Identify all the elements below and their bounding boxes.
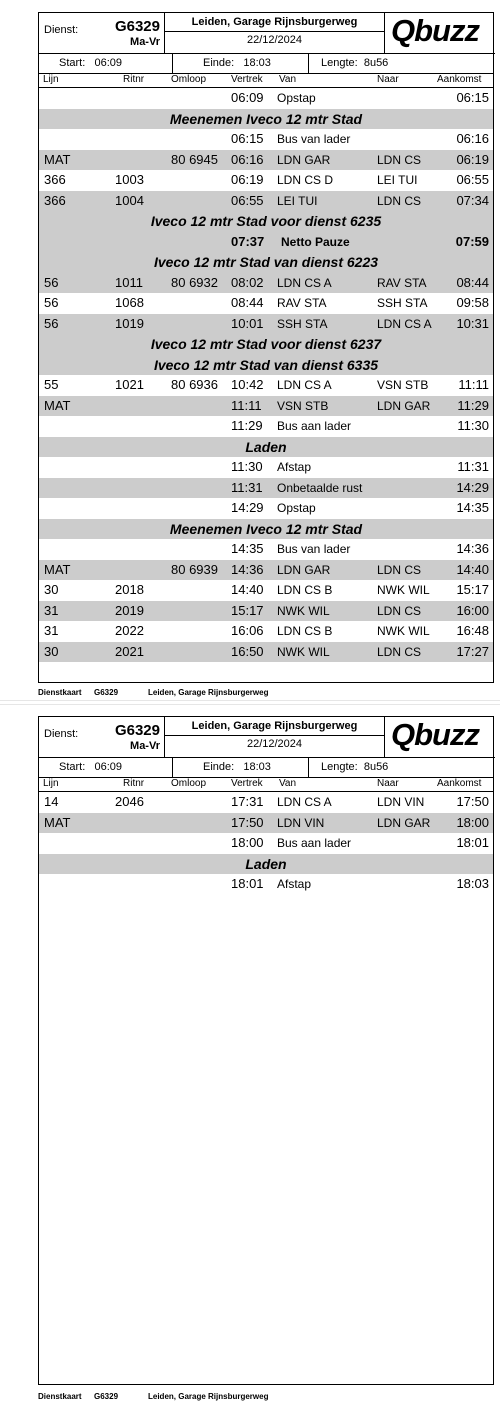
van-cell: Afstap: [277, 460, 312, 474]
aankomst-cell: 14:40: [456, 561, 489, 577]
naar-cell: LDN GAR: [377, 398, 431, 413]
pause-row: [39, 232, 493, 253]
column-header-omloop: Omloop: [171, 778, 207, 789]
duration: [309, 758, 495, 777]
aankomst-cell: 08:44: [456, 274, 489, 290]
lijn-cell: 31: [44, 623, 59, 638]
section-header: Iveco 12 mtr Stad voor dienst 6237: [39, 334, 493, 355]
lijn-cell: 55: [44, 377, 59, 392]
trip-rows: [39, 88, 493, 662]
dienst-cell: [39, 13, 165, 53]
van-cell: LEI TUI: [277, 193, 318, 208]
naar-cell: SSH STA: [377, 296, 428, 310]
start-value: 06:09: [94, 761, 122, 773]
location-cell: [165, 717, 385, 757]
van-cell: LDN CS A: [277, 275, 332, 290]
vertrek-cell: 07:37: [231, 233, 265, 249]
table-row: [39, 375, 493, 396]
aankomst-cell: 11:30: [457, 418, 489, 433]
table-row: [39, 416, 493, 437]
lijn-cell: 366: [44, 192, 66, 208]
location-name: Leiden, Garage Rijnsburgerweg: [165, 15, 384, 32]
naar-cell: LDN GAR: [377, 815, 431, 830]
lijn-cell: 30: [44, 643, 59, 659]
column-header-vertrek: Vertrek: [231, 778, 263, 789]
vertrek-cell: 06:16: [231, 151, 264, 167]
footer-location: Leiden, Garage Rijnsburgerweg: [148, 1392, 269, 1401]
naar-cell: LDN VIN: [377, 795, 425, 809]
naar-cell: NWK WIL: [377, 624, 430, 638]
section-header: Iveco 12 mtr Stad van dienst 6223: [39, 252, 493, 273]
table-row: [39, 273, 493, 294]
aankomst-cell: 16:00: [456, 602, 489, 618]
vertrek-cell: 18:00: [231, 835, 264, 850]
table-row: [39, 396, 493, 417]
naar-cell: VSN STB: [377, 378, 429, 392]
column-header-aankomst: Aankomst: [437, 778, 482, 789]
table-row: [39, 314, 493, 335]
vertrek-cell: 16:50: [231, 643, 264, 659]
omloop-cell: 80 6939: [171, 561, 218, 577]
vertrek-cell: 11:31: [231, 479, 263, 495]
card-header: [39, 13, 493, 74]
table-row: [39, 874, 493, 895]
vertrek-cell: 06:19: [231, 172, 264, 187]
vertrek-cell: 16:06: [231, 623, 264, 638]
van-cell: LDN CS B: [277, 624, 333, 638]
vertrek-cell: 10:01: [231, 315, 264, 331]
column-header-ritnr: Ritnr: [123, 778, 145, 789]
ritnr-cell: 2019: [115, 602, 144, 618]
lijn-cell: 14: [44, 794, 59, 809]
vertrek-cell: 08:02: [231, 274, 264, 290]
naar-cell: LDN CS A: [377, 316, 432, 331]
footer-location: Leiden, Garage Rijnsburgerweg: [148, 688, 269, 697]
lengte-value: 8u56: [363, 761, 389, 773]
lijn-cell: MAT: [44, 561, 71, 577]
van-cell: LDN CS A: [277, 378, 332, 392]
ritnr-cell: 2046: [115, 794, 144, 809]
van-cell: Afstap: [277, 877, 312, 891]
column-header-ritnr: Ritnr: [123, 74, 145, 85]
ritnr-cell: 1011: [115, 274, 143, 290]
aankomst-cell: 06:19: [456, 151, 489, 167]
vertrek-cell: 11:11: [231, 397, 262, 413]
card-date: 22/12/2024: [246, 738, 303, 750]
van-cell: LDN CS D: [277, 173, 334, 187]
aankomst-cell: 06:15: [456, 90, 489, 105]
logo-cell: [385, 13, 495, 53]
table-row: [39, 601, 493, 622]
aankomst-cell: 15:17: [456, 582, 489, 597]
einde-label: Einde:: [203, 761, 235, 773]
vertrek-cell: 06:15: [231, 131, 264, 146]
aankomst-cell: 07:34: [456, 192, 489, 208]
van-cell: LDN CS B: [277, 583, 333, 597]
vertrek-cell: 11:29: [231, 418, 263, 433]
ritnr-cell: 2018: [115, 582, 144, 597]
aankomst-cell: 14:36: [456, 541, 489, 556]
ritnr-cell: 1004: [115, 192, 144, 208]
column-header-van: Van: [279, 74, 297, 85]
table-row: [39, 621, 493, 642]
lijn-cell: MAT: [44, 151, 71, 167]
einde-label: Einde:: [203, 57, 235, 69]
vertrek-cell: 06:09: [231, 90, 264, 105]
naar-cell: LDN CS: [377, 644, 422, 659]
van-cell: SSH STA: [277, 316, 328, 331]
aankomst-cell: 11:31: [457, 459, 489, 474]
start-label: Start:: [59, 761, 86, 773]
aankomst-cell: 06:16: [456, 131, 489, 146]
duty-card-page-1: [38, 12, 494, 683]
van-cell: LDN GAR: [277, 152, 331, 167]
van-cell: LDN VIN: [277, 815, 325, 830]
omloop-cell: 80 6936: [171, 377, 218, 392]
naar-cell: LDN CS: [377, 193, 422, 208]
aankomst-cell: 07:59: [455, 233, 489, 249]
aankomst-cell: 17:27: [456, 643, 489, 659]
table-row: [39, 191, 493, 212]
van-cell: Bus aan lader: [277, 836, 352, 850]
table-row: [39, 792, 493, 813]
table-row: [39, 642, 493, 663]
aankomst-cell: 14:29: [456, 479, 489, 495]
aankomst-cell: 18:03: [456, 876, 489, 891]
aankomst-cell: 18:00: [456, 814, 489, 830]
lengte-label: Lengte:: [321, 761, 358, 773]
aankomst-cell: 11:29: [457, 397, 489, 413]
table-row: [39, 580, 493, 601]
pause-label: Netto Pauze: [281, 234, 350, 249]
van-cell: RAV STA: [277, 296, 327, 310]
table-row: [39, 478, 493, 499]
vertrek-cell: 14:35: [231, 541, 264, 556]
duration: [309, 54, 495, 73]
section-header: Laden: [39, 854, 493, 875]
van-cell: VSN STB: [277, 398, 329, 413]
aankomst-cell: 11:11: [458, 377, 489, 392]
van-cell: NWK WIL: [277, 603, 330, 618]
table-row: [39, 293, 493, 314]
section-header: Iveco 12 mtr Stad van dienst 6335: [39, 355, 493, 376]
vertrek-cell: 10:42: [231, 377, 264, 392]
end-time: [173, 54, 309, 73]
einde-value: 18:03: [243, 57, 271, 69]
column-header-naar: Naar: [377, 778, 399, 789]
dienst-code: G6329: [114, 722, 160, 739]
card-header: [39, 717, 493, 778]
ritnr-cell: 1021: [115, 377, 144, 392]
footer-code: G6329: [94, 1392, 119, 1401]
column-header-lijn: Lijn: [43, 74, 59, 85]
table-row: [39, 813, 493, 834]
qbuzz-logo: Qbuzz: [391, 13, 479, 48]
van-cell: Bus van lader: [277, 542, 351, 556]
end-time: [173, 758, 309, 777]
column-header-omloop: Omloop: [171, 74, 207, 85]
table-row: [39, 150, 493, 171]
omloop-cell: 80 6945: [171, 151, 218, 167]
column-header-lijn: Lijn: [43, 778, 59, 789]
van-cell: Bus aan lader: [277, 419, 352, 433]
ritnr-cell: 2021: [115, 643, 144, 659]
duty-card-page-2: [38, 716, 494, 1385]
dienst-label: Dienst:: [44, 728, 79, 740]
dienst-cell: [39, 717, 165, 757]
dienst-days: Ma-Vr: [130, 740, 160, 752]
table-row: [39, 170, 493, 191]
lijn-cell: 366: [44, 172, 66, 187]
table-row: [39, 833, 493, 854]
vertrek-cell: 06:55: [231, 192, 264, 208]
column-headers: [39, 74, 493, 88]
column-header-van: Van: [279, 778, 297, 789]
vertrek-cell: 14:29: [231, 500, 264, 515]
start-value: 06:09: [94, 57, 122, 69]
naar-cell: LDN CS: [377, 152, 422, 167]
omloop-cell: 80 6932: [171, 274, 218, 290]
vertrek-cell: 11:30: [231, 459, 263, 474]
footer-label: Dienstkaart: [38, 1392, 82, 1401]
lijn-cell: MAT: [44, 397, 71, 413]
qbuzz-logo: Qbuzz: [391, 717, 479, 752]
column-headers: [39, 778, 493, 792]
table-row: [39, 88, 493, 109]
start-time: [39, 54, 173, 73]
aankomst-cell: 14:35: [456, 500, 489, 515]
aankomst-cell: 09:58: [456, 295, 489, 310]
ritnr-cell: 1068: [115, 295, 144, 310]
times-row: [39, 757, 495, 777]
location-cell: [165, 13, 385, 53]
naar-cell: NWK WIL: [377, 583, 430, 597]
lijn-cell: 56: [44, 274, 59, 290]
section-header: Laden: [39, 437, 493, 458]
trip-rows: [39, 792, 493, 895]
lijn-cell: 56: [44, 295, 59, 310]
aankomst-cell: 16:48: [456, 623, 489, 638]
table-row: [39, 560, 493, 581]
lengte-label: Lengte:: [321, 57, 358, 69]
van-cell: NWK WIL: [277, 644, 330, 659]
column-header-naar: Naar: [377, 74, 399, 85]
footer-label: Dienstkaart: [38, 688, 82, 697]
location-name: Leiden, Garage Rijnsburgerweg: [165, 719, 384, 736]
naar-cell: LDN CS: [377, 603, 422, 618]
dienst-days: Ma-Vr: [130, 36, 160, 48]
logo-cell: [385, 717, 495, 757]
ritnr-cell: 2022: [115, 623, 144, 638]
einde-value: 18:03: [243, 761, 271, 773]
ritnr-cell: 1003: [115, 172, 144, 187]
vertrek-cell: 15:17: [231, 602, 264, 618]
van-cell: Onbetaalde rust: [277, 480, 363, 495]
footer-code: G6329: [94, 688, 119, 697]
aankomst-cell: 18:01: [456, 835, 489, 850]
ritnr-cell: 1019: [115, 315, 144, 331]
times-row: [39, 53, 495, 73]
section-header: Meenemen Iveco 12 mtr Stad: [39, 519, 493, 540]
aankomst-cell: 10:31: [456, 315, 489, 331]
van-cell: LDN CS A: [277, 795, 332, 809]
lengte-value: 8u56: [363, 57, 389, 69]
lijn-cell: 56: [44, 315, 59, 331]
dienst-code: G6329: [114, 18, 160, 35]
lijn-cell: 30: [44, 582, 59, 597]
start-time: [39, 758, 173, 777]
naar-cell: LDN CS: [377, 562, 422, 577]
card-date: 22/12/2024: [246, 34, 303, 46]
van-cell: Opstap: [277, 501, 316, 515]
section-header: Iveco 12 mtr Stad voor dienst 6235: [39, 211, 493, 232]
start-label: Start:: [59, 57, 86, 69]
lijn-cell: MAT: [44, 814, 71, 830]
table-row: [39, 539, 493, 560]
dienst-label: Dienst:: [44, 24, 79, 36]
aankomst-cell: 17:50: [456, 794, 489, 809]
vertrek-cell: 18:01: [231, 876, 264, 891]
vertrek-cell: 17:31: [231, 794, 264, 809]
lijn-cell: 31: [44, 602, 59, 618]
table-row: [39, 498, 493, 519]
vertrek-cell: 08:44: [231, 295, 264, 310]
van-cell: Opstap: [277, 91, 316, 105]
naar-cell: LEI TUI: [377, 173, 418, 187]
vertrek-cell: 17:50: [231, 814, 264, 830]
aankomst-cell: 06:55: [456, 172, 489, 187]
column-header-vertrek: Vertrek: [231, 74, 263, 85]
van-cell: LDN GAR: [277, 562, 331, 577]
vertrek-cell: 14:40: [231, 582, 264, 597]
section-header: Meenemen Iveco 12 mtr Stad: [39, 109, 493, 130]
van-cell: Bus van lader: [277, 132, 351, 146]
table-row: [39, 457, 493, 478]
column-header-aankomst: Aankomst: [437, 74, 482, 85]
vertrek-cell: 14:36: [231, 561, 264, 577]
table-row: [39, 129, 493, 150]
naar-cell: RAV STA: [377, 275, 427, 290]
